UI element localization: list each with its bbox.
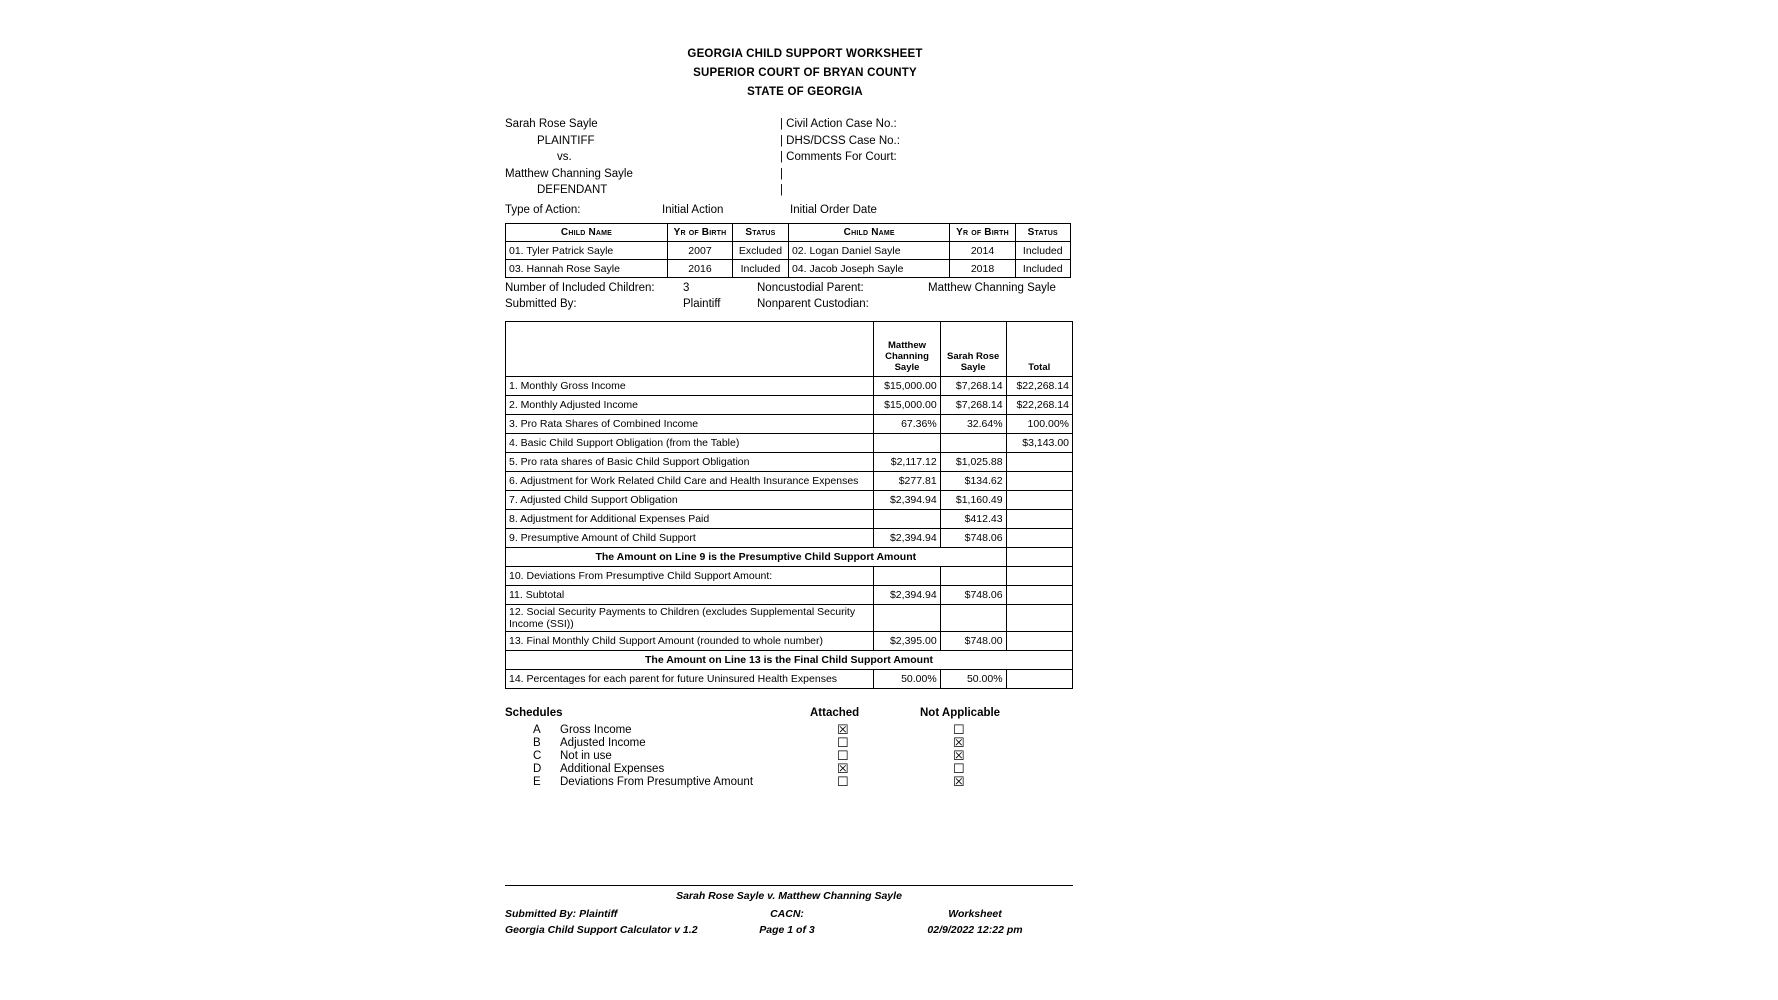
schedule-not-applicable-checkbox[interactable]: ☒ <box>953 774 965 789</box>
table-row <box>506 632 1073 651</box>
row-description: 9. Presumptive Amount of Child Support <box>506 529 874 548</box>
child-yob: 2016 <box>667 260 732 278</box>
row-value-a: $2,394.94 <box>874 491 940 510</box>
footer-page-number: Page 1 of 3 <box>759 924 815 936</box>
row-value-total <box>1006 453 1072 472</box>
row-description: 4. Basic Child Support Obligation (from the Table) <box>506 434 874 453</box>
row-value-a <box>874 567 940 586</box>
children-table-header-row <box>506 224 1071 242</box>
row-value-total: $3,143.00 <box>1006 434 1072 453</box>
defendant-name: Matthew Channing Sayle <box>505 167 633 180</box>
noncustodial-parent-label: Noncustodial Parent: <box>757 282 864 294</box>
banner-total-spacer <box>1006 548 1072 567</box>
row-value-a: 67.36% <box>874 415 940 434</box>
row-value-a: $2,394.94 <box>874 586 940 605</box>
col-child-name-2: Child Name <box>788 224 950 242</box>
col-yob-2: Yr of Birth <box>950 224 1015 242</box>
schedule-attached-checkbox[interactable]: ☐ <box>837 735 849 750</box>
parties-right <box>780 116 1080 199</box>
row-description: 13. Final Monthly Child Support Amount (rounded to whole number) <box>506 632 874 651</box>
row-value-total <box>1006 510 1072 529</box>
row-description: 11. Subtotal <box>506 586 874 605</box>
children-table <box>505 223 1071 278</box>
table-row <box>506 434 1073 453</box>
child-name: 01. Tyler Patrick Sayle <box>506 242 668 260</box>
row-value-b: $7,268.14 <box>940 396 1006 415</box>
versus-label: vs. <box>557 151 572 163</box>
document-title <box>505 45 1105 102</box>
schedule-label: Adjusted Income <box>560 737 646 749</box>
schedule-label: Not in use <box>560 750 612 762</box>
table-row <box>506 415 1073 434</box>
row-value-total <box>1006 632 1072 651</box>
child-yob: 2018 <box>950 260 1015 278</box>
col-yob-1: Yr of Birth <box>667 224 732 242</box>
final-amount-banner: The Amount on Line 13 is the Final Child Support Amount <box>506 651 1073 670</box>
schedule-label: Gross Income <box>560 724 632 736</box>
row-value-b: $412.43 <box>940 510 1006 529</box>
row-value-b: $748.06 <box>940 586 1006 605</box>
schedule-letter: A <box>533 724 541 736</box>
child-name: 04. Jacob Joseph Sayle <box>788 260 950 278</box>
plaintiff-name: Sarah Rose Sayle <box>505 118 598 130</box>
row-value-b: $748.00 <box>940 632 1006 651</box>
case-meta-block <box>505 281 1105 315</box>
row-value-total <box>1006 586 1072 605</box>
schedule-label: Additional Expenses <box>560 763 665 775</box>
row-description: 8. Adjustment for Additional Expenses Paid <box>506 510 874 529</box>
schedule-not-applicable-checkbox[interactable]: ☐ <box>953 761 965 776</box>
comments-for-court: | Comments For Court: <box>780 151 897 163</box>
nonparent-custodian-label: Nonparent Custodian: <box>757 298 869 310</box>
row-value-b <box>940 434 1006 453</box>
row-value-a: $15,000.00 <box>874 377 940 396</box>
row-value-b <box>940 605 1006 632</box>
child-status: Included <box>1015 242 1070 260</box>
table-row <box>506 396 1073 415</box>
footer-cacn: CACN: <box>770 908 804 920</box>
row-value-b: $7,268.14 <box>940 377 1006 396</box>
not-applicable-column-label: Not Applicable <box>920 707 1001 719</box>
footer-worksheet-label: Worksheet <box>948 908 1002 920</box>
row-description: 3. Pro Rata Shares of Combined Income <box>506 415 874 434</box>
title-line-2: SUPERIOR COURT OF BRYAN COUNTY <box>693 67 917 79</box>
row-description: 14. Percentages for each parent for future Uninsured Health Expenses <box>506 670 874 689</box>
title-line-3: STATE OF GEORGIA <box>747 86 863 98</box>
child-yob: 2007 <box>667 242 732 260</box>
table-row <box>506 510 1073 529</box>
row-value-a: $2,117.12 <box>874 453 940 472</box>
footer-caption: Sarah Rose Sayle v. Matthew Channing Sayle <box>676 890 902 902</box>
schedule-letter: B <box>533 737 541 749</box>
footer-timestamp: 02/9/2022 12:22 pm <box>927 924 1023 936</box>
type-of-action-row <box>505 202 1105 220</box>
row-value-total <box>1006 670 1072 689</box>
divider-bar-2: | <box>780 184 783 196</box>
col-parent-b: Sarah Rose Sayle <box>940 322 1006 377</box>
row-value-total: 100.00% <box>1006 415 1072 434</box>
row-value-b: $1,160.49 <box>940 491 1006 510</box>
dhs-dcss-case-no: | DHS/DCSS Case No.: <box>780 134 900 147</box>
row-description: 10. Deviations From Presumptive Child Support Amount: <box>506 567 874 586</box>
noncustodial-parent-value: Matthew Channing Sayle <box>928 282 1056 294</box>
row-description: 5. Pro rata shares of Basic Child Support Obligation <box>506 453 874 472</box>
schedule-attached-checkbox[interactable]: ☒ <box>837 761 849 776</box>
child-name: 02. Logan Daniel Sayle <box>788 242 950 260</box>
schedule-attached-checkbox[interactable]: ☐ <box>837 748 849 763</box>
row-value-b: 32.64% <box>940 415 1006 434</box>
col-description <box>506 322 874 377</box>
row-value-b <box>940 567 1006 586</box>
row-value-b: 50.00% <box>940 670 1006 689</box>
schedule-attached-checkbox[interactable]: ☒ <box>837 722 849 737</box>
col-status-1: Status <box>733 224 789 242</box>
schedule-not-applicable-checkbox[interactable]: ☒ <box>953 735 965 750</box>
schedules-title: Schedules <box>505 707 563 719</box>
footer-row-1 <box>505 908 1073 924</box>
submitted-by-label: Submitted By: <box>505 298 577 310</box>
col-parent-a: Matthew Channing Sayle <box>874 322 940 377</box>
row-description: 1. Monthly Gross Income <box>506 377 874 396</box>
table-row <box>506 567 1073 586</box>
parties-block <box>505 116 1105 198</box>
child-name: 03. Hannah Rose Sayle <box>506 260 668 278</box>
table-row <box>506 472 1073 491</box>
submitted-by-value: Plaintiff <box>683 298 721 310</box>
child-yob: 2014 <box>950 242 1015 260</box>
table-row <box>506 586 1073 605</box>
schedule-not-applicable-checkbox[interactable]: ☐ <box>953 722 965 737</box>
table-row <box>506 670 1073 689</box>
col-total: Total <box>1006 322 1072 377</box>
defendant-label: DEFENDANT <box>537 184 608 196</box>
row-value-total <box>1006 472 1072 491</box>
child-status: Included <box>733 260 789 278</box>
row-value-b: $1,025.88 <box>940 453 1006 472</box>
row-description: 2. Monthly Adjusted Income <box>506 396 874 415</box>
final-amount-banner-row <box>506 651 1073 670</box>
col-status-2: Status <box>1015 224 1070 242</box>
row-value-a: $277.81 <box>874 472 940 491</box>
type-of-action-label: Type of Action: <box>505 204 581 216</box>
footer-submitted-by: Submitted By: Plaintiff <box>505 908 618 920</box>
row-value-total: $22,268.14 <box>1006 377 1072 396</box>
row-value-b: $134.62 <box>940 472 1006 491</box>
attached-column-label: Attached <box>810 707 860 719</box>
table-row <box>506 242 1071 260</box>
col-child-name-1: Child Name <box>506 224 668 242</box>
row-value-a: 50.00% <box>874 670 940 689</box>
table-row <box>506 260 1071 278</box>
footer-row-2 <box>505 924 1073 940</box>
parties-left <box>505 116 775 199</box>
row-value-total <box>1006 529 1072 548</box>
schedule-not-applicable-checkbox[interactable]: ☒ <box>953 748 965 763</box>
schedule-attached-checkbox[interactable]: ☐ <box>837 774 849 789</box>
row-description: 12. Social Security Payments to Children (excludes Supplemental Security Income (SSI)) <box>506 605 874 632</box>
row-value-total <box>1006 567 1072 586</box>
table-row <box>506 529 1073 548</box>
row-value-total <box>1006 491 1072 510</box>
row-description: 6. Adjustment for Work Related Child Care and Health Insurance Expenses <box>506 472 874 491</box>
worksheet-table <box>505 321 1073 689</box>
included-children-value: 3 <box>683 282 690 294</box>
title-line-1: GEORGIA CHILD SUPPORT WORKSHEET <box>687 48 923 60</box>
divider-bar-1: | <box>780 167 783 180</box>
schedule-letter: E <box>533 776 541 788</box>
row-value-a: $15,000.00 <box>874 396 940 415</box>
table-row <box>506 377 1073 396</box>
row-value-a <box>874 510 940 529</box>
schedule-label: Deviations From Presumptive Amount <box>560 776 754 788</box>
document-footer <box>505 885 1073 940</box>
table-row <box>506 605 1073 632</box>
row-value-a <box>874 434 940 453</box>
schedule-letter: D <box>533 763 542 775</box>
initial-order-date-label: Initial Order Date <box>790 204 877 216</box>
footer-divider <box>505 885 1073 886</box>
row-description: 7. Adjusted Child Support Obligation <box>506 491 874 510</box>
row-value-total: $22,268.14 <box>1006 396 1072 415</box>
footer-calculator-version: Georgia Child Support Calculator v 1.2 <box>505 924 698 936</box>
plaintiff-label: PLAINTIFF <box>537 134 595 147</box>
schedule-letter: C <box>533 750 542 762</box>
row-value-a <box>874 605 940 632</box>
row-value-total <box>1006 605 1072 632</box>
civil-action-case-no: | Civil Action Case No.: <box>780 118 897 130</box>
child-status: Excluded <box>733 242 789 260</box>
presumptive-amount-banner-row <box>506 548 1073 567</box>
row-value-b: $748.06 <box>940 529 1006 548</box>
table-row <box>506 491 1073 510</box>
type-of-action-value: Initial Action <box>662 204 724 216</box>
table-row <box>506 453 1073 472</box>
row-value-a: $2,394.94 <box>874 529 940 548</box>
presumptive-amount-banner: The Amount on Line 9 is the Presumptive Child Support Amount <box>506 548 1007 567</box>
worksheet-body <box>505 45 1105 805</box>
worksheet-header-row <box>506 322 1073 377</box>
schedule-row-e <box>505 774 1025 791</box>
schedules-block <box>505 705 1105 805</box>
row-value-a: $2,395.00 <box>874 632 940 651</box>
child-status: Included <box>1015 260 1070 278</box>
included-children-label: Number of Included Children: <box>505 282 655 294</box>
